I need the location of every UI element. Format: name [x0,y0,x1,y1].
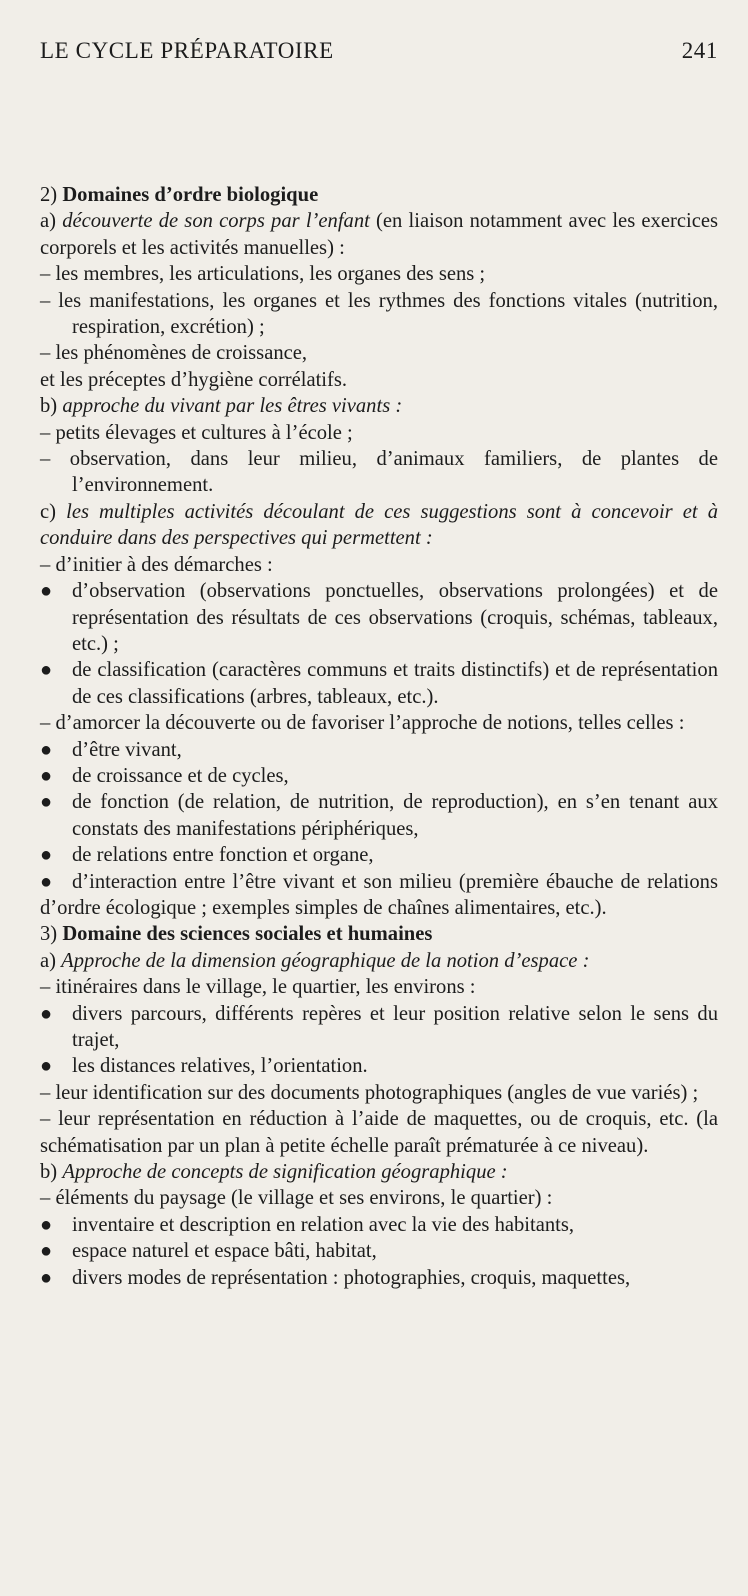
section-3b-bullet-1: ● inventaire et description en relation avec la vie des habitants, [40,1212,718,1238]
section-3a-bullet-2: ● les distances relatives, l’orientation. [40,1053,718,1079]
section-2b-item-1: – petits élevages et cultures à l’école ; [40,421,353,444]
page-content [40,182,718,1291]
section-3a-paragraph [40,948,718,974]
section-2c-paragraph [40,499,718,552]
section-3b-label: b) [40,1161,58,1184]
section-2a-item-1: – les membres, les articulations, les organes des sens ; [40,263,486,286]
section-2a-item-2: – les manifestations, les organes et les rythmes des fonctions vitales (nutrition, respiration, excrétion) ; [40,289,718,339]
section-3-number: 3) [40,923,58,946]
section-2c-label: c) [40,500,56,523]
section-2-heading [40,182,718,208]
section-2a-title: découverte de son corps par l’enfant [62,210,370,233]
section-2c-bullet-4: ● de croissance et de cycles, [40,763,718,789]
section-2c-bullet-7: ● d’interaction entre l’être vivant et son milieu (première ébauche de relations d’ordre écologique ; exemples simples de chaînes alimentaires, etc.). [40,869,718,922]
section-3-heading [40,921,718,947]
section-3a-dash-1: – itinéraires dans le village, le quartier, les environs : [40,976,476,999]
section-3a-bullet-1: ● divers parcours, différents repères et leur position relative selon le sens du trajet, [40,1001,718,1054]
section-2a-rest: (en liaison notamment avec les exercices corporels et les activités manuelles) : [40,210,718,259]
section-2b-title: approche du vivant par les êtres vivants : [62,395,403,418]
section-2c-dash-1: – d’initier à des démarches : [40,553,273,576]
section-2a-item-3: – les phénomènes de croissance, [40,342,308,365]
section-3b-bullet-3: ● divers modes de représentation : photographies, croquis, maquettes, [40,1265,718,1291]
section-2b-label: b) [40,395,58,418]
section-2b-paragraph [40,393,718,419]
section-2c-bullet-5: ● de fonction (de relation, de nutrition, de reproduction), en s’en tenant aux constats des manifestations périphériques, [40,789,718,842]
running-title: LE CYCLE PRÉPARATOIRE [40,38,334,63]
section-3b-paragraph [40,1159,718,1185]
section-2c-bullet-1: ● d’observation (observations ponctuelles, observations prolongées) et de représentation des résultats de ces observations (croquis, schémas, tableaux, etc.) ; [40,578,718,657]
section-2c-title: les multiples activités découlant de ces suggestions sont à concevoir et à conduire dans des perspectives qui permettent : [40,500,718,550]
section-3b-bullet-2: ● espace naturel et espace bâti, habitat, [40,1238,718,1264]
section-2a-paragraph [40,208,718,261]
section-3a-label: a) [40,949,56,972]
section-2a-label: a) [40,210,56,233]
section-2c-bullet-6: ● de relations entre fonction et organe, [40,842,718,868]
section-2c-dash-2: – d’amorcer la découverte ou de favoriser l’approche de notions, telles celles : [40,712,685,735]
section-3b-dash-1: – éléments du paysage (le village et ses environs, le quartier) : [40,1187,553,1210]
section-2-title: Domaines d’ordre biologique [62,184,319,206]
section-2-number: 2) [40,184,58,206]
section-2c-bullet-3: ● d’être vivant, [40,737,718,763]
section-3a-title: Approche de la dimension géographique de la notion d’espace : [61,949,590,972]
section-3a-dash-2: – leur identification sur des documents photographiques (angles de vue variés) ; [40,1081,699,1104]
section-2c-bullet-2: ● de classification (caractères communs et traits distinctifs) et de représentation de ces classifications (arbres, tableaux, etc.). [40,657,718,710]
page-number: 241 [681,38,718,63]
section-3a-dash-3: – leur représentation en réduction à l’aide de maquettes, ou de croquis, etc. (la schématisation par un plan à petite échelle paraît prématurée à ce niveau). [40,1108,718,1157]
section-2b-item-2: – observation, dans leur milieu, d’animaux familiers, de plantes de l’environnement. [40,448,718,497]
page-header [40,38,718,64]
section-3b-title: Approche de concepts de signification géographique : [62,1161,508,1184]
section-2a-tail: et les préceptes d’hygiène corrélatifs. [40,368,348,391]
section-3-title: Domaine des sciences sociales et humaines [62,923,433,946]
